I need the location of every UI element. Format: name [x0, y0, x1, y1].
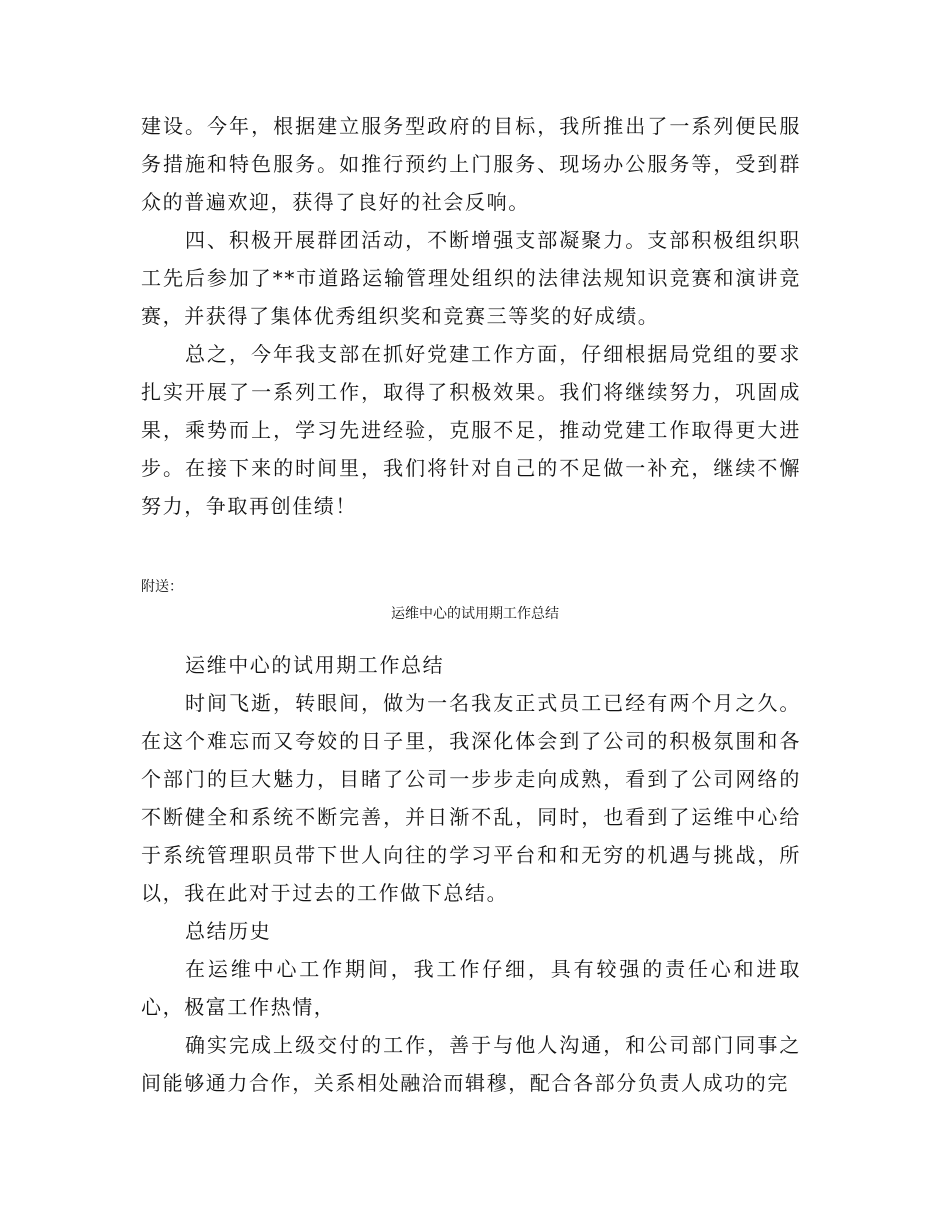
top-text-block	[141, 107, 801, 525]
section-heading: 总结历史	[185, 919, 272, 943]
paragraph-cooperation: 确实完成上级交付的工作，善于与他人沟通，和公司部门同事之间能够通力合作，关系相处融洽而辑穆，配合各部分负责人成功的完	[141, 1033, 801, 1095]
appendix-label: 附送：	[141, 579, 183, 595]
paragraph-section-four: 四、积极开展群团活动，不断增强支部凝聚力。支部积极组织职工先后参加了**市道路运输管理处组织的法律法规知识竞赛和演讲竞赛，并获得了集体优秀组织奖和竞赛三等奖的好成绩。	[141, 228, 801, 328]
paragraph-intro: 时间飞逝，转眼间，做为一名我友正式员工已经有两个月之久。在这个难忘而又夸姣的日子里，我深化体会到了公司的积极氛围和各个部门的巨大魅力，目睹了公司一步步走向成熟，看到了公司网络的不断健全和系统不断完善，并日渐不乱，同时，也看到了运维中心给于系统管理职员带下世人向往的学习平台和和无穷的机遇与挑战，所以，我在此对于过去的工作做下总结。	[141, 691, 801, 905]
paragraph-continuation: 建设。今年，根据建立服务型政府的目标，我所推出了一系列便民服务措施和特色服务。如推行预约上门服务、现场办公服务等，受到群众的普遍欢迎，获得了良好的社会反响。	[141, 114, 801, 214]
appendix-title: 运维中心的试用期工作总结	[391, 606, 559, 622]
section-heading: 运维中心的试用期工作总结	[185, 653, 445, 677]
paragraph-conclusion: 总之，今年我支部在抓好党建工作方面，仔细根据局党组的要求扎实开展了一系列工作，取得了积极效果。我们将继续努力，巩固成果，乘势而上，学习先进经验，克服不足，推动党建工作取得更大进步。在接下来的时间里，我们将针对自己的不足做一补充，继续不懈努力，争取再创佳绩！	[141, 342, 801, 518]
bottom-text-block	[141, 646, 801, 1102]
paragraph-work-attitude: 在运维中心工作期间，我工作仔细，具有较强的责任心和进取心，极富工作热情，	[141, 957, 801, 1019]
